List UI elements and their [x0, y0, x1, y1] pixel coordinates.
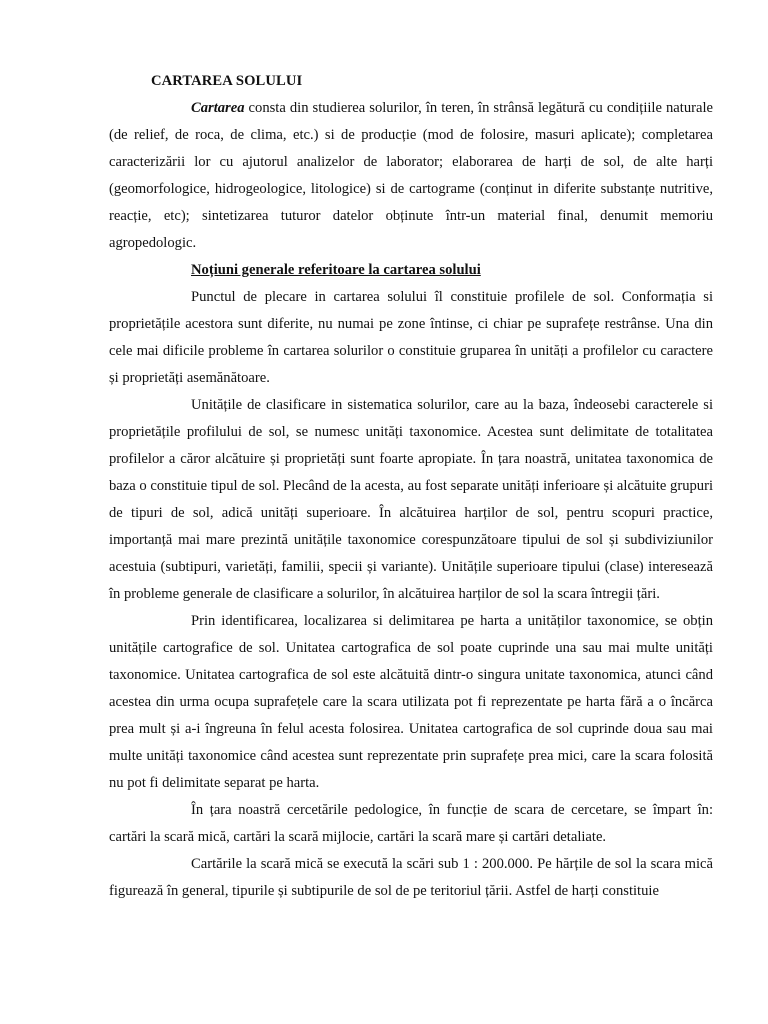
paragraph-cartographic-units: Prin identificarea, localizarea si delimitarea pe harta a unităților taxonomice, se obțin unitățile cartografice de sol. Unitatea cartografica de sol poate cuprinde una sau mai multe unități taxonomice. Unitatea cartografica de sol este alcătuită dintr-o singura unitate taxonomica, atunci când acestea din urma ocupa suprafețele care la scara utilizata pot fi reprezentate pe harta fără a o încărca prea mult și a-i îngreuna în felul acesta folosirea. Unitatea cartografica de sol cuprinde doua sau mai multe unități taxonomice când acestea sunt reprezentate prin suprafețe prea mici, care la scara folosită nu pot fi delimitate separat pe harta.: [109, 613, 713, 791]
intro-lead-term: Cartarea: [191, 100, 245, 116]
intro-paragraph: [109, 95, 713, 257]
document-body: [109, 68, 713, 905]
paragraph-small-scale: Cartările la scară mică se execută la scări sub 1 : 200.000. Pe hărțile de sol la scara mică figurează în general, tipurile și subtipurile de sol de pe teritoriul țării. Astfel de harți constituie: [109, 856, 713, 899]
document-title: CARTAREA SOLULUI: [151, 73, 303, 89]
section-heading: Noțiuni generale referitoare la cartarea solului: [191, 262, 481, 278]
paragraph-taxonomic-units: Unitățile de clasificare in sistematica solurilor, care au la baza, îndeosebi caracterele si proprietățile profilului de sol, se numesc unități taxonomice. Acestea sunt delimitate de totalitatea profilelor a căror alcătuire și proprietăți sunt foarte apropiate. În țara noastră, unitatea taxonomica de baza o constituie tipul de sol. Plecând de la acesta, au fost separate unități inferioare și alcătuite grupuri de tipuri de sol, adică unități superioare. În alcătuirea harților de sol, pentru scopuri practice, importanță mai mare prezintă unitățile taxonomice corespunzătoare tipului de sol și subdiviziunilor acestuia (subtipuri, varietăți, familii, specii și variante). Unitățile superioare tipului (clase) interesează în probleme generale de clasificare a solurilor, în alcătuirea harților de sol la scara întregii țări.: [109, 397, 713, 602]
paragraph-research-scales: În țara noastră cercetările pedologice, în funcție de scara de cercetare, se împart în: cartări la scară mică, cartări la scară mijlocie, cartări la scară mare și cartări detaliate.: [109, 802, 713, 845]
intro-text: consta din studierea solurilor, în teren, în strânsă legătură cu condițiile naturale (de relief, de roca, de clima, etc.) si de producție (mod de folosire, masuri aplicate); completarea caracterizării lor cu ajutorul analizelor de laborator; elaborarea de harți de sol, de alte harți (geomorfologice, hidrogeologice, litologice) si de cartograme (conținut in diferite substanțe nutritive, reacție, etc); sintetizarea tuturor datelor obținute într-un material final, denumit memoriu agropedologic.: [109, 100, 713, 251]
paragraph-profiles: Punctul de plecare in cartarea solului îl constituie profilele de sol. Conformația si proprietățile acestora sunt diferite, nu numai pe zone întinse, ci chiar pe suprafețe restrânse. Una din cele mai dificile probleme în cartarea solurilor o constituie gruparea în unități a profilelor cu caractere și proprietăți asemănătoare.: [109, 289, 713, 386]
